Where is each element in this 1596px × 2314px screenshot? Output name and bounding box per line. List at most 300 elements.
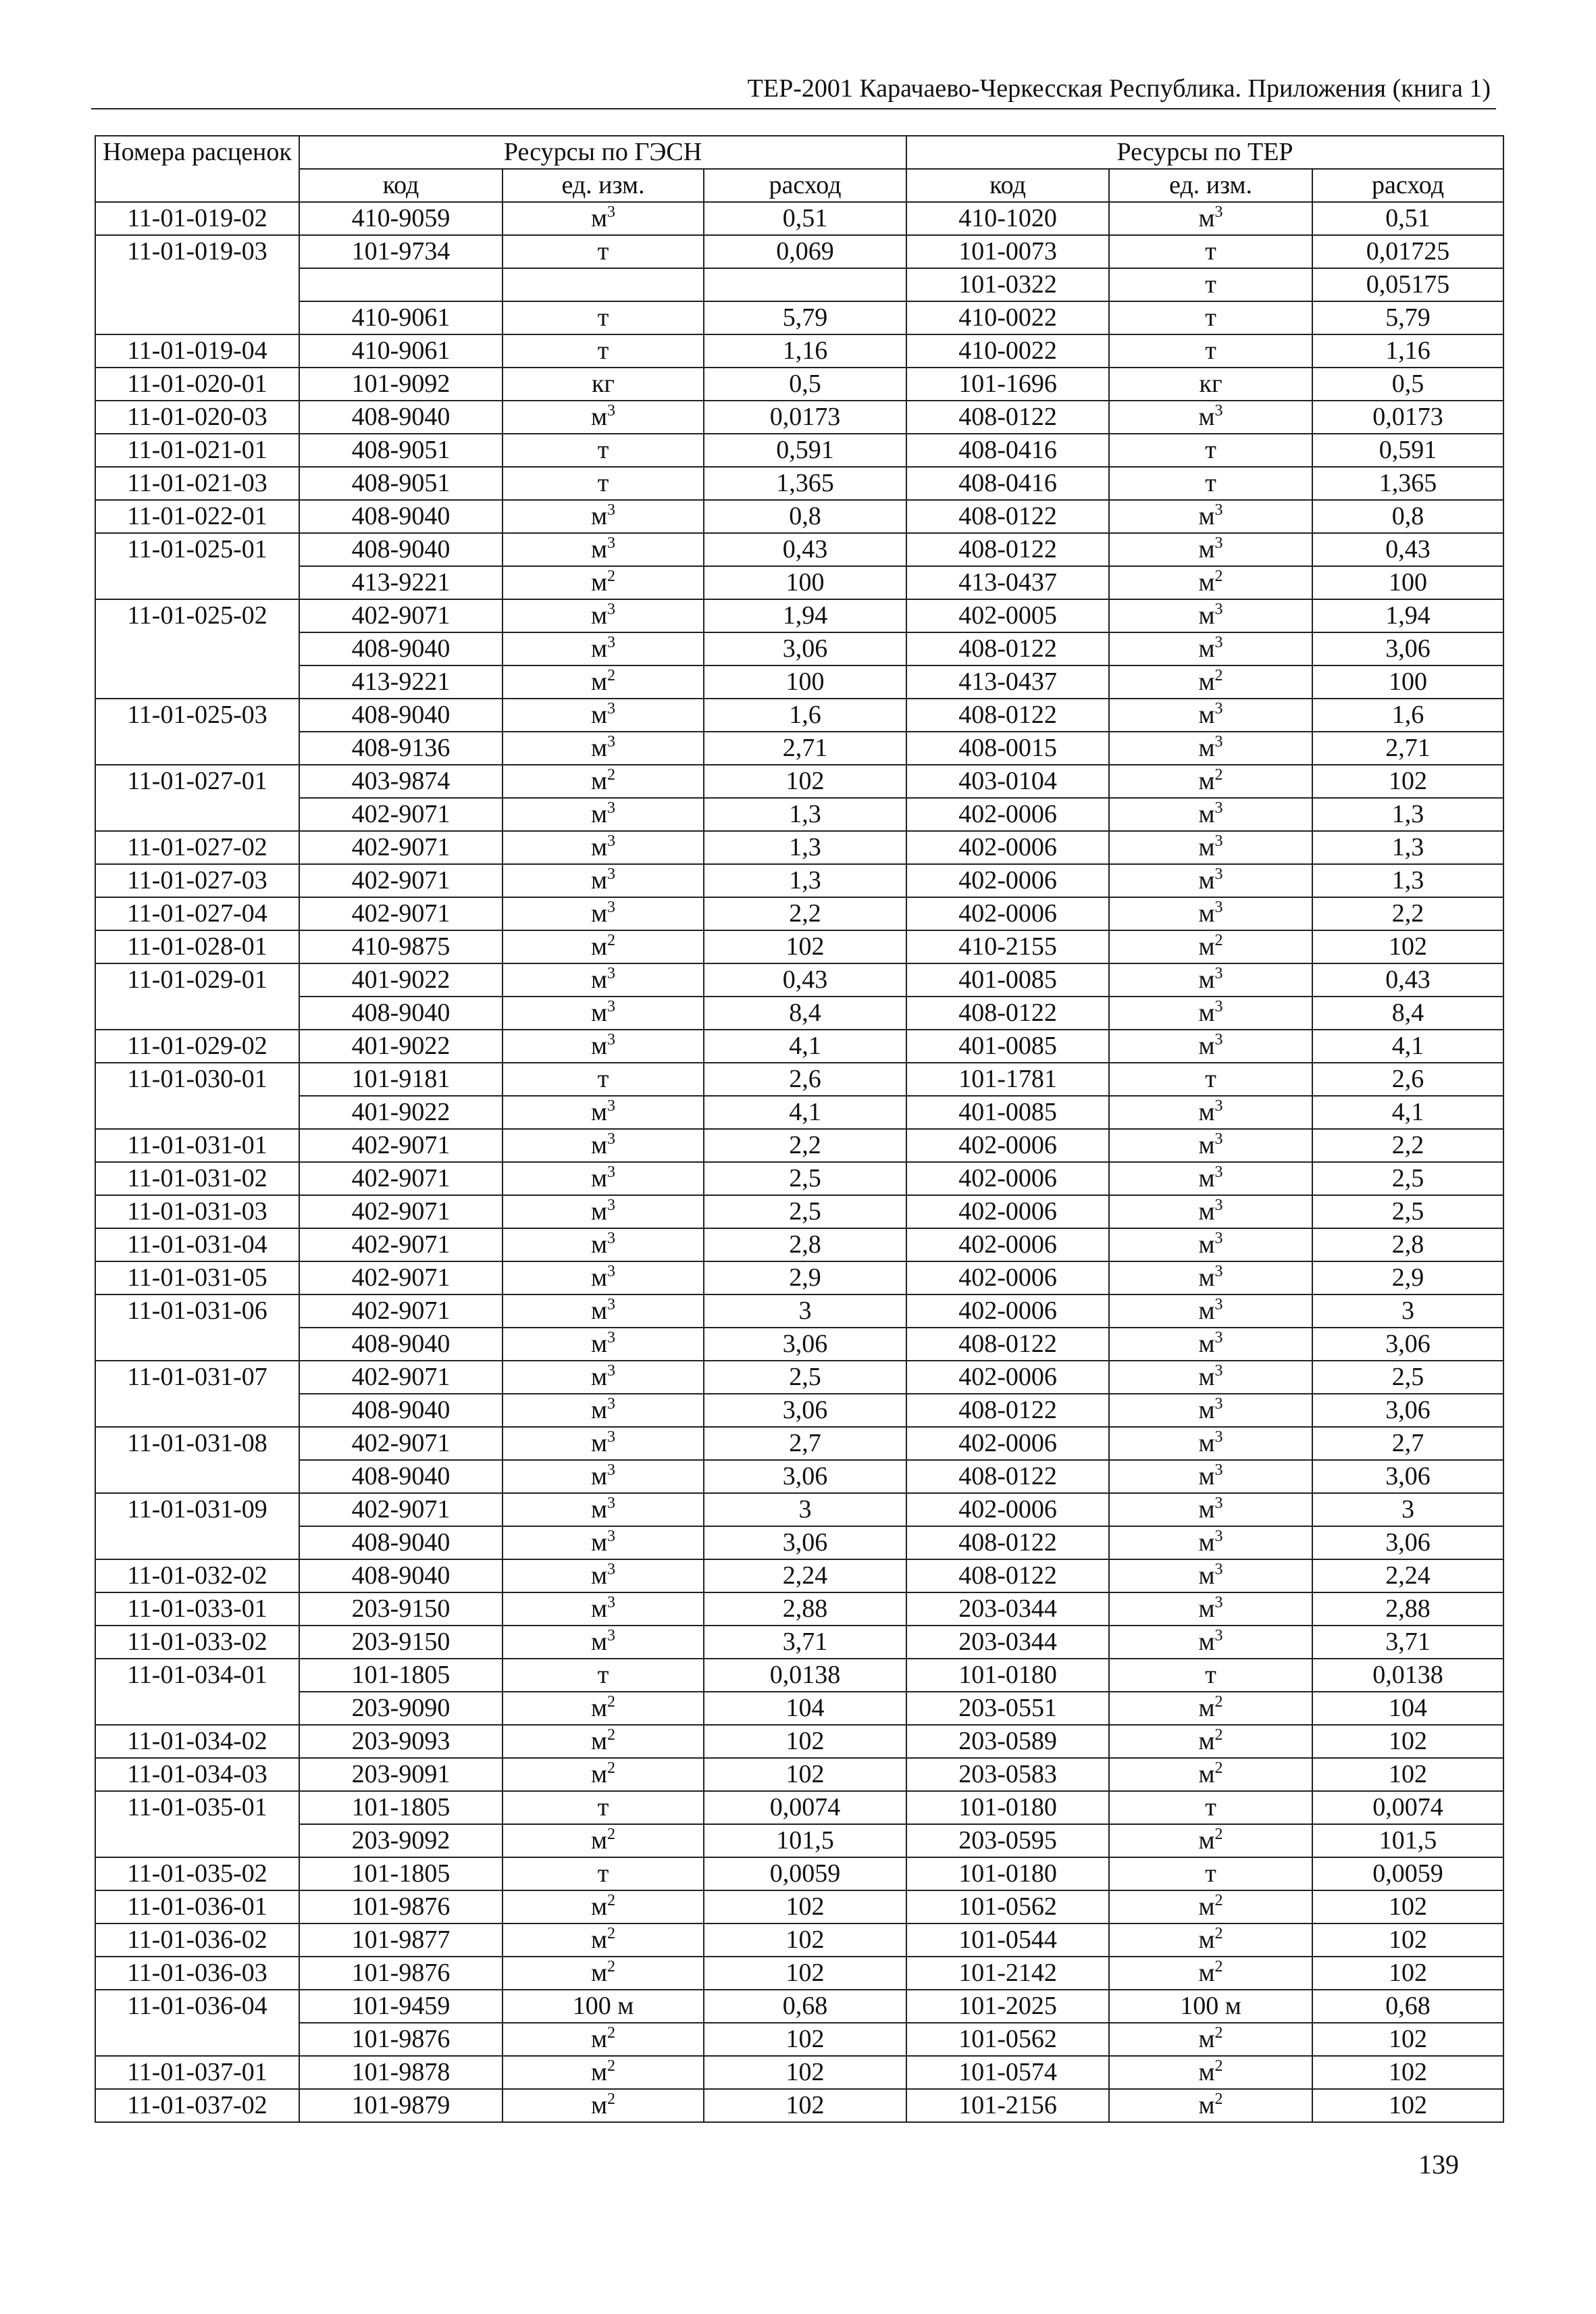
rate-number-cell: 11-01-031-05	[95, 1261, 299, 1294]
gesn-code-cell: 408-9040	[299, 632, 503, 665]
ter-unit-cell: $м^3$	[1109, 401, 1312, 434]
gesn-code-cell: 403-9874	[299, 765, 503, 798]
ter-unit-cell: $м^3$	[1109, 1394, 1312, 1427]
ter-unit-cell: $м^3$	[1109, 1427, 1312, 1460]
gesn-qty-cell: 102	[704, 1758, 906, 1791]
ter-code-cell: 408-0122	[906, 1394, 1109, 1427]
table-row	[95, 2023, 1503, 2056]
ter-code-cell: 402-0006	[906, 798, 1109, 831]
rate-number-cell: 11-01-030-01	[95, 1063, 299, 1129]
gesn-unit-cell: $м^3$	[503, 1228, 704, 1261]
unit-exponent: 3	[607, 1296, 616, 1313]
gesn-unit-cell: $м^3$	[503, 1592, 704, 1626]
gesn-unit-cell: $м^2$	[503, 2089, 704, 2122]
ter-code-cell: 408-0122	[906, 997, 1109, 1030]
ter-unit-cell: т	[1109, 434, 1312, 467]
ter-qty-cell: 0,51	[1312, 202, 1503, 235]
ter-unit-cell: т	[1109, 1063, 1312, 1096]
table-row	[95, 467, 1503, 500]
gesn-code-cell: 101-9876	[299, 1890, 503, 1923]
ter-qty-cell: 0,0138	[1312, 1659, 1503, 1692]
ter-unit-cell: 100 м	[1109, 1990, 1312, 2023]
table-row	[95, 500, 1503, 533]
ter-qty-cell: 8,4	[1312, 997, 1503, 1030]
table-row	[95, 1096, 1503, 1129]
ter-qty-cell: 102	[1312, 1890, 1503, 1923]
ter-code-cell: 402-0006	[906, 1195, 1109, 1228]
gesn-unit-cell: $м^2$	[503, 1957, 704, 1990]
ter-qty-cell: 2,9	[1312, 1261, 1503, 1294]
gesn-qty-cell: 102	[704, 2023, 906, 2056]
rate-number-cell: 11-01-028-01	[95, 930, 299, 963]
gesn-qty-cell: 1,94	[704, 599, 906, 632]
table-row	[95, 1129, 1503, 1162]
ter-code-cell: 402-0005	[906, 599, 1109, 632]
gesn-qty-cell: 3	[704, 1294, 906, 1328]
unit-exponent: 3	[1214, 865, 1223, 883]
ter-code-cell: 410-0022	[906, 301, 1109, 334]
ter-code-cell: 408-0416	[906, 434, 1109, 467]
table-row	[95, 1890, 1503, 1923]
ter-unit-cell: $м^3$	[1109, 798, 1312, 831]
gesn-unit-cell: кг	[503, 368, 704, 401]
ter-unit-cell: $м^3$	[1109, 1129, 1312, 1162]
gesn-qty-cell: 3,06	[704, 1460, 906, 1493]
gesn-qty-cell: 0,0138	[704, 1659, 906, 1692]
ter-unit-cell: $м^3$	[1109, 1030, 1312, 1063]
rate-number-cell: 11-01-031-02	[95, 1162, 299, 1195]
rate-number-cell: 11-01-037-01	[95, 2056, 299, 2089]
unit-exponent: 3	[607, 501, 616, 519]
unit-exponent: 2	[1214, 1958, 1223, 1976]
ter-code-cell: 413-0437	[906, 665, 1109, 699]
header-gesn-qty: расход	[704, 169, 906, 202]
unit-exponent: 2	[607, 667, 616, 684]
header-rule	[91, 108, 1496, 109]
ter-code-cell: 402-0006	[906, 864, 1109, 897]
gesn-code-cell: 402-9071	[299, 1361, 503, 1394]
gesn-unit-cell: $м^3$	[503, 1261, 704, 1294]
gesn-qty-cell: 2,5	[704, 1361, 906, 1394]
ter-unit-cell: $м^3$	[1109, 699, 1312, 732]
rate-number-cell: 11-01-031-09	[95, 1493, 299, 1559]
table-row	[95, 798, 1503, 831]
unit-exponent: 3	[1214, 1494, 1223, 1512]
ter-code-cell: 402-0006	[906, 831, 1109, 864]
ter-code-cell: 402-0006	[906, 1162, 1109, 1195]
ter-unit-cell: $м^3$	[1109, 533, 1312, 566]
unit-exponent: 3	[607, 1263, 616, 1280]
ter-code-cell: 408-0122	[906, 699, 1109, 732]
ter-qty-cell: 3,06	[1312, 1394, 1503, 1427]
gesn-unit-cell: $м^3$	[503, 1361, 704, 1394]
unit-exponent: 3	[1214, 733, 1223, 751]
unit-exponent: 3	[1214, 799, 1223, 817]
table-row	[95, 1162, 1503, 1195]
table-row	[95, 632, 1503, 665]
unit-exponent: 3	[1214, 1263, 1223, 1280]
ter-qty-cell: 0,43	[1312, 963, 1503, 997]
ter-code-cell: 410-0022	[906, 334, 1109, 368]
table-row	[95, 1626, 1503, 1659]
ter-unit-cell: $м^2$	[1109, 1890, 1312, 1923]
gesn-unit-cell: $м^3$	[503, 1129, 704, 1162]
ter-code-cell: 402-0006	[906, 1228, 1109, 1261]
gesn-unit-cell: 100 м	[503, 1990, 704, 2023]
ter-qty-cell: 102	[1312, 2023, 1503, 2056]
unit-exponent: 3	[1214, 1230, 1223, 1247]
rate-number-cell: 11-01-027-01	[95, 765, 299, 831]
ter-qty-cell: 0,68	[1312, 1990, 1503, 2023]
ter-qty-cell: 104	[1312, 1692, 1503, 1725]
gesn-code-cell: 402-9071	[299, 1195, 503, 1228]
gesn-unit-cell: $м^3$	[503, 1493, 704, 1526]
ter-code-cell: 101-0562	[906, 2023, 1109, 2056]
unit-exponent: 2	[607, 1726, 616, 1744]
gesn-qty-cell: 2,24	[704, 1559, 906, 1592]
gesn-code-cell: 408-9040	[299, 699, 503, 732]
gesn-code-cell: 101-9181	[299, 1063, 503, 1096]
gesn-unit-cell: $м^3$	[503, 831, 704, 864]
table-row	[95, 566, 1503, 599]
unit-exponent: 2	[1214, 766, 1223, 784]
gesn-qty-cell: 100	[704, 566, 906, 599]
unit-exponent: 2	[1214, 932, 1223, 949]
page-number: 139	[1418, 2149, 1459, 2180]
unit-exponent: 3	[1214, 700, 1223, 718]
ter-unit-cell: $м^2$	[1109, 1725, 1312, 1758]
gesn-qty-cell: 102	[704, 1923, 906, 1957]
gesn-code-cell: 101-1805	[299, 1857, 503, 1890]
unit-exponent: 2	[1214, 2057, 1223, 2075]
table-row	[95, 699, 1503, 732]
ter-qty-cell: 2,24	[1312, 1559, 1503, 1592]
unit-exponent: 3	[1214, 203, 1223, 221]
ter-code-cell: 408-0015	[906, 732, 1109, 765]
gesn-code-cell: 203-9150	[299, 1592, 503, 1626]
unit-exponent: 3	[1214, 1097, 1223, 1115]
ter-unit-cell: т	[1109, 1791, 1312, 1824]
rate-number-cell: 11-01-037-02	[95, 2089, 299, 2122]
ter-qty-cell: 102	[1312, 1923, 1503, 1957]
gesn-unit-cell: т	[503, 301, 704, 334]
table-row	[95, 1526, 1503, 1559]
unit-exponent: 2	[607, 1958, 616, 1976]
gesn-code-cell: 101-9459	[299, 1990, 503, 2023]
ter-qty-cell: 3,06	[1312, 632, 1503, 665]
gesn-code-cell: 402-9071	[299, 1427, 503, 1460]
rate-number-cell: 11-01-025-01	[95, 533, 299, 599]
gesn-code-cell: 408-9051	[299, 467, 503, 500]
rate-number-cell: 11-01-020-01	[95, 368, 299, 401]
gesn-unit-cell: $м^2$	[503, 2023, 704, 2056]
table-row	[95, 1692, 1503, 1725]
gesn-qty-cell: 102	[704, 765, 906, 798]
ter-qty-cell: 102	[1312, 1725, 1503, 1758]
gesn-code-cell: 402-9071	[299, 831, 503, 864]
gesn-qty-cell: 1,16	[704, 334, 906, 368]
table-row	[95, 434, 1503, 467]
ter-code-cell: 408-0122	[906, 401, 1109, 434]
ter-qty-cell: 0,05175	[1312, 268, 1503, 301]
ter-code-cell: 408-0122	[906, 1526, 1109, 1559]
unit-exponent: 3	[607, 799, 616, 817]
unit-exponent: 3	[607, 832, 616, 850]
ter-qty-cell: 0,0059	[1312, 1857, 1503, 1890]
table-row	[95, 2089, 1503, 2122]
gesn-code-cell: 408-9040	[299, 1460, 503, 1493]
table-row	[95, 930, 1503, 963]
unit-exponent: 3	[607, 1031, 616, 1049]
ter-unit-cell: $м^3$	[1109, 1228, 1312, 1261]
gesn-unit-cell: т	[503, 1857, 704, 1890]
gesn-code-cell: 203-9090	[299, 1692, 503, 1725]
header-gesn-unit: ед. изм.	[503, 169, 704, 202]
ter-qty-cell: 2,6	[1312, 1063, 1503, 1096]
rate-number-cell: 11-01-027-04	[95, 897, 299, 930]
table-row	[95, 897, 1503, 930]
gesn-unit-cell: $м^3$	[503, 1559, 704, 1592]
ter-code-cell: 401-0085	[906, 963, 1109, 997]
unit-exponent: 3	[1214, 1329, 1223, 1347]
gesn-qty-cell: 0,8	[704, 500, 906, 533]
table-row	[95, 1725, 1503, 1758]
gesn-code-cell: 402-9071	[299, 1294, 503, 1328]
gesn-qty-cell: 4,1	[704, 1030, 906, 1063]
ter-code-cell: 401-0085	[906, 1030, 1109, 1063]
gesn-code-cell: 408-9040	[299, 500, 503, 533]
ter-code-cell: 410-2155	[906, 930, 1109, 963]
ter-code-cell: 408-0122	[906, 1559, 1109, 1592]
ter-qty-cell: 102	[1312, 1758, 1503, 1791]
unit-exponent: 3	[1214, 1428, 1223, 1446]
gesn-code-cell: 402-9071	[299, 1162, 503, 1195]
rate-number-cell: 11-01-035-02	[95, 1857, 299, 1890]
table-row	[95, 1957, 1503, 1990]
gesn-code-cell: 402-9071	[299, 897, 503, 930]
rate-number-cell: 11-01-031-07	[95, 1361, 299, 1427]
gesn-code-cell: 408-9040	[299, 1559, 503, 1592]
unit-exponent: 2	[1214, 2024, 1223, 2042]
ter-code-cell: 402-0006	[906, 1261, 1109, 1294]
gesn-unit-cell: т	[503, 434, 704, 467]
ter-qty-cell: 2,5	[1312, 1195, 1503, 1228]
unit-exponent: 3	[607, 601, 616, 618]
ter-code-cell: 403-0104	[906, 765, 1109, 798]
gesn-unit-cell: $м^3$	[503, 632, 704, 665]
unit-exponent: 3	[607, 634, 616, 651]
gesn-qty-cell: 0,0074	[704, 1791, 906, 1824]
ter-code-cell: 101-0073	[906, 235, 1109, 268]
gesn-code-cell: 101-1805	[299, 1659, 503, 1692]
gesn-qty-cell: 1,6	[704, 699, 906, 732]
ter-unit-cell: $м^3$	[1109, 1559, 1312, 1592]
gesn-code-cell: 101-9877	[299, 1923, 503, 1957]
gesn-unit-cell: $м^2$	[503, 1725, 704, 1758]
unit-exponent: 3	[607, 1627, 616, 1644]
gesn-unit-cell: $м^3$	[503, 864, 704, 897]
table-row	[95, 533, 1503, 566]
gesn-qty-cell: 102	[704, 2089, 906, 2122]
unit-exponent: 3	[1214, 899, 1223, 916]
table-row	[95, 334, 1503, 368]
rate-number-cell: 11-01-031-01	[95, 1129, 299, 1162]
unit-exponent: 2	[607, 932, 616, 949]
unit-exponent: 3	[607, 1130, 616, 1148]
ter-unit-cell: $м^2$	[1109, 2023, 1312, 2056]
resources-table	[95, 135, 1504, 2123]
table-row	[95, 1195, 1503, 1228]
ter-qty-cell: 2,7	[1312, 1427, 1503, 1460]
unit-exponent: 3	[1214, 1528, 1223, 1545]
gesn-code-cell: 408-9040	[299, 1526, 503, 1559]
ter-code-cell: 408-0416	[906, 467, 1109, 500]
gesn-qty-cell: 0,51	[704, 202, 906, 235]
unit-exponent: 3	[1214, 1561, 1223, 1578]
ter-unit-cell: $м^3$	[1109, 1328, 1312, 1361]
ter-unit-cell: $м^3$	[1109, 864, 1312, 897]
unit-exponent: 3	[1214, 634, 1223, 651]
gesn-unit-cell: т	[503, 334, 704, 368]
header-gesn-code: код	[299, 169, 503, 202]
ter-unit-cell: $м^3$	[1109, 1526, 1312, 1559]
gesn-code-cell: 402-9071	[299, 1129, 503, 1162]
ter-code-cell: 101-0574	[906, 2056, 1109, 2089]
unit-exponent: 2	[607, 2057, 616, 2075]
unit-exponent: 3	[1214, 1461, 1223, 1479]
gesn-unit-cell: $м^3$	[503, 1195, 704, 1228]
ter-code-cell: 101-1696	[906, 368, 1109, 401]
unit-exponent: 3	[1214, 1130, 1223, 1148]
gesn-code-cell: 402-9071	[299, 599, 503, 632]
ter-qty-cell: 2,5	[1312, 1361, 1503, 1394]
ter-qty-cell: 0,43	[1312, 533, 1503, 566]
unit-exponent: 3	[607, 203, 616, 221]
gesn-code-cell: 203-9093	[299, 1725, 503, 1758]
rate-number-cell: 11-01-036-01	[95, 1890, 299, 1923]
ter-unit-cell: кг	[1109, 368, 1312, 401]
unit-exponent: 3	[607, 899, 616, 916]
table-row	[95, 1361, 1503, 1394]
ter-qty-cell: 2,88	[1312, 1592, 1503, 1626]
unit-exponent: 3	[607, 1561, 616, 1578]
ter-code-cell: 101-0180	[906, 1659, 1109, 1692]
table-row	[95, 665, 1503, 699]
unit-exponent: 3	[607, 1395, 616, 1413]
ter-unit-cell: $м^2$	[1109, 1923, 1312, 1957]
rate-number-cell: 11-01-033-02	[95, 1626, 299, 1659]
rate-number-cell: 11-01-019-03	[95, 235, 299, 334]
gesn-qty-cell: 100	[704, 665, 906, 699]
ter-qty-cell: 4,1	[1312, 1030, 1503, 1063]
gesn-qty-cell: 0,591	[704, 434, 906, 467]
gesn-qty-cell: 0,5	[704, 368, 906, 401]
ter-unit-cell: т	[1109, 235, 1312, 268]
unit-exponent: 2	[1214, 1726, 1223, 1744]
gesn-code-cell: 203-9091	[299, 1758, 503, 1791]
gesn-unit-cell	[503, 268, 704, 301]
ter-code-cell: 402-0006	[906, 1129, 1109, 1162]
ter-unit-cell: $м^2$	[1109, 765, 1312, 798]
table-row	[95, 401, 1503, 434]
table-row	[95, 1559, 1503, 1592]
rate-number-cell: 11-01-034-03	[95, 1758, 299, 1791]
gesn-code-cell: 408-9136	[299, 732, 503, 765]
ter-qty-cell: 3,71	[1312, 1626, 1503, 1659]
ter-code-cell: 410-1020	[906, 202, 1109, 235]
table-row	[95, 831, 1503, 864]
gesn-qty-cell: 2,2	[704, 1129, 906, 1162]
gesn-code-cell: 401-9022	[299, 1096, 503, 1129]
gesn-qty-cell: 2,8	[704, 1228, 906, 1261]
unit-exponent: 3	[607, 1230, 616, 1247]
gesn-code-cell: 101-9878	[299, 2056, 503, 2089]
ter-unit-cell: $м^2$	[1109, 1957, 1312, 1990]
table-row	[95, 1261, 1503, 1294]
rate-number-cell: 11-01-029-02	[95, 1030, 299, 1063]
gesn-qty-cell: 101,5	[704, 1824, 906, 1857]
header-ter-code: код	[906, 169, 1109, 202]
table-row	[95, 1592, 1503, 1626]
gesn-qty-cell: 0,0059	[704, 1857, 906, 1890]
gesn-qty-cell: 102	[704, 1890, 906, 1923]
gesn-unit-cell: $м^2$	[503, 1824, 704, 1857]
gesn-qty-cell: 0,43	[704, 533, 906, 566]
ter-code-cell: 402-0006	[906, 1294, 1109, 1328]
table-row	[95, 1460, 1503, 1493]
table-row	[95, 1493, 1503, 1526]
table-row	[95, 301, 1503, 334]
ter-code-cell: 203-0551	[906, 1692, 1109, 1725]
unit-exponent: 3	[1214, 1163, 1223, 1181]
table-row	[95, 1394, 1503, 1427]
gesn-qty-cell: 2,2	[704, 897, 906, 930]
gesn-qty-cell: 2,5	[704, 1195, 906, 1228]
table-row	[95, 1328, 1503, 1361]
rate-number-cell: 11-01-036-03	[95, 1957, 299, 1990]
ter-code-cell: 413-0437	[906, 566, 1109, 599]
unit-exponent: 3	[1214, 1627, 1223, 1644]
ter-qty-cell: 102	[1312, 2056, 1503, 2089]
unit-exponent: 3	[607, 534, 616, 552]
header-ter-resources: Ресурсы по ТЕР	[906, 136, 1503, 169]
rate-number-cell: 11-01-027-03	[95, 864, 299, 897]
rate-number-cell: 11-01-031-08	[95, 1427, 299, 1493]
ter-unit-cell: $м^2$	[1109, 2056, 1312, 2089]
gesn-unit-cell: $м^3$	[503, 1096, 704, 1129]
unit-exponent: 2	[1214, 1892, 1223, 1909]
unit-exponent: 2	[607, 1759, 616, 1777]
ter-unit-cell: $м^2$	[1109, 1824, 1312, 1857]
table-row	[95, 1659, 1503, 1692]
rate-number-cell: 11-01-021-01	[95, 434, 299, 467]
ter-qty-cell: 102	[1312, 2089, 1503, 2122]
rate-number-cell: 11-01-034-01	[95, 1659, 299, 1725]
rate-number-cell: 11-01-021-03	[95, 467, 299, 500]
gesn-qty-cell: 1,3	[704, 798, 906, 831]
header-ter-unit: ед. изм.	[1109, 169, 1312, 202]
table-row	[95, 765, 1503, 798]
gesn-qty-cell: 2,6	[704, 1063, 906, 1096]
unit-exponent: 2	[1214, 1759, 1223, 1777]
ter-unit-cell: т	[1109, 301, 1312, 334]
gesn-code-cell: 402-9071	[299, 798, 503, 831]
unit-exponent: 3	[607, 965, 616, 982]
gesn-unit-cell: $м^3$	[503, 963, 704, 997]
ter-code-cell: 101-1781	[906, 1063, 1109, 1096]
table-row	[95, 997, 1503, 1030]
table-body	[95, 202, 1503, 2122]
